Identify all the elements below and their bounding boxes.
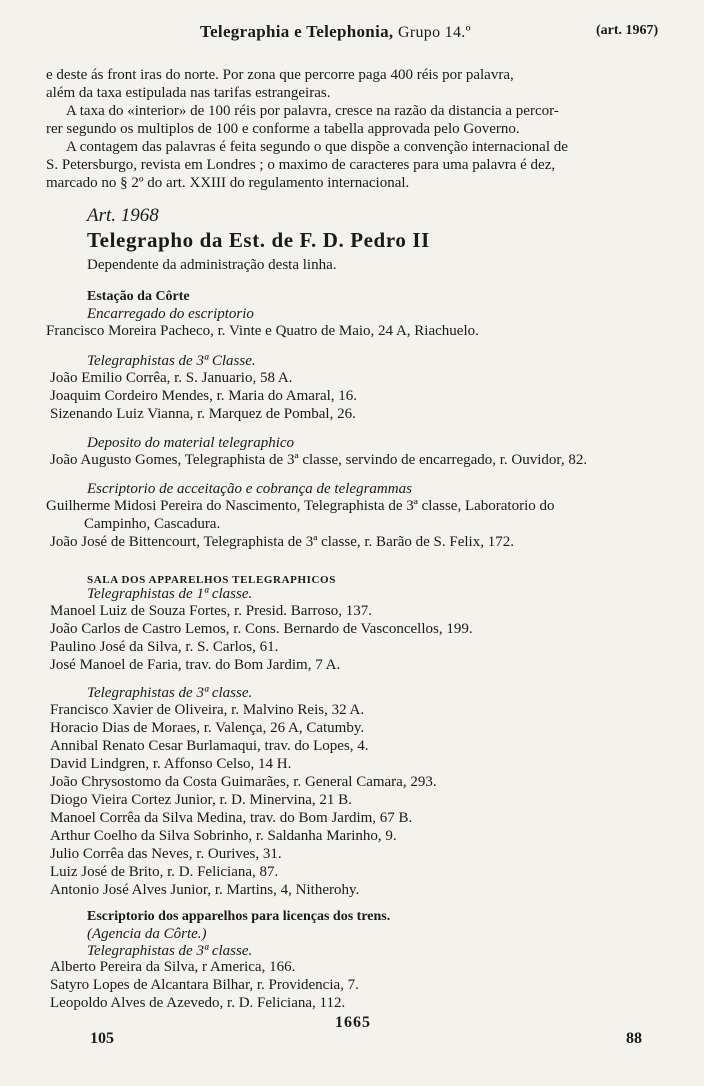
sala-person-1: Paulino José da Silva, r. S. Carlos, 61. xyxy=(50,639,279,655)
licencas-heading: Escriptorio dos apparelhos para licenças dos trens. xyxy=(87,909,391,924)
tel3a-person: João Emilio Corrêa, r. S. Januario, 58 A. xyxy=(50,370,293,386)
sala-person-3: Antonio José Alves Junior, r. Martins, 4, Nitherohy. xyxy=(50,882,360,898)
tel3a-person: Joaquim Cordeiro Mendes, r. Maria do Amaral, 16. xyxy=(50,388,358,404)
sala-sub3: Telegraphistas de 3ª classe. xyxy=(87,685,253,701)
sala-person-3: Francisco Xavier de Oliveira, r. Malvino Reis, 32 A. xyxy=(50,702,365,718)
group-number: Grupo 14.º xyxy=(398,24,471,41)
sala-heading: SALA DOS APPARELHOS TELEGRAPHICOS xyxy=(87,574,336,586)
article-label: Art. 1968 xyxy=(87,205,159,226)
deposito-heading: Deposito do material telegraphico xyxy=(87,435,295,451)
sala-person-3: Horacio Dias de Moraes, r. Valença, 26 A, Catumby. xyxy=(50,720,365,736)
escriptorio-person: Guilherme Midosi Pereira do Nascimento, Telegraphista de 3ª classe, Laboratorio do xyxy=(46,498,555,514)
intro-line-2: além da taxa estipulada nas tarifas estrangeiras. xyxy=(46,85,331,101)
intro-line-7: marcado no § 2º do art. XXIII do regulamento internacional. xyxy=(46,175,410,191)
sala-person-3: David Lindgren, r. Affonso Celso, 14 H. xyxy=(50,756,292,772)
sala-person-3: João Chrysostomo da Costa Guimarães, r. General Camara, 293. xyxy=(50,774,437,790)
escriptorio-person: João José de Bittencourt, Telegraphista de 3ª classe, r. Barão de S. Felix, 172. xyxy=(50,534,514,550)
estacao-role: Encarregado do escriptorio xyxy=(87,306,254,322)
footer-page-number: 1665 xyxy=(335,1014,371,1031)
sala-person-1: João Carlos de Castro Lemos, r. Cons. Bernardo de Vasconcellos, 199. xyxy=(50,621,473,637)
sala-person-3: Arthur Coelho da Silva Sobrinho, r. Saldanha Marinho, 9. xyxy=(50,828,397,844)
intro-line-5: A contagem das palavras é feita segundo o que dispõe a convenção internacional de xyxy=(66,139,568,155)
licencas-person: Alberto Pereira da Silva, r America, 166. xyxy=(50,959,296,975)
licencas-person: Satyro Lopes de Alcantara Bilhar, r. Providencia, 7. xyxy=(50,977,359,993)
escriptorio-person-cont: Campinho, Cascadura. xyxy=(84,516,221,532)
escriptorio-heading: Escriptorio de acceitação e cobrança de telegrammas xyxy=(87,481,412,497)
sala-sub1: Telegraphistas de 1ª classe. xyxy=(87,586,253,602)
footer-left-number: 105 xyxy=(90,1030,114,1047)
running-title: Telegraphia e Telephonia, Grupo 14.º xyxy=(200,22,471,41)
intro-line-6: S. Petersburgo, revista em Londres ; o maximo de caracteres para uma palavra é dez, xyxy=(46,157,556,173)
sala-person-3: Diogo Vieira Cortez Junior, r. D. Minervina, 21 B. xyxy=(50,792,352,808)
sala-person-3: Julio Corrêa das Neves, r. Ourives, 31. xyxy=(50,846,282,862)
article-title: Telegrapho da Est. de F. D. Pedro II xyxy=(87,228,430,252)
licencas-agency: (Agencia da Côrte.) xyxy=(87,926,207,942)
sala-person-1: Manoel Luiz de Souza Fortes, r. Presid. Barroso, 137. xyxy=(50,603,373,619)
deposito-person: João Augusto Gomes, Telegraphista de 3ª classe, servindo de encarregado, r. Ouvidor, 82. xyxy=(50,452,588,468)
sala-person-1: José Manoel de Faria, trav. do Bom Jardim, 7 A. xyxy=(50,657,341,673)
estacao-heading: Estação da Côrte xyxy=(87,289,190,304)
estacao-person: Francisco Moreira Pacheco, r. Vinte e Quatro de Maio, 24 A, Riachuelo. xyxy=(46,323,479,339)
intro-line-1: e deste ás front iras do norte. Por zona que percorre paga 400 réis por palavra, xyxy=(46,67,514,83)
article-subtitle: Dependente da administração desta linha. xyxy=(87,257,337,273)
tel3a-heading: Telegraphistas de 3ª Classe. xyxy=(87,353,256,369)
sala-person-3: Annibal Renato Cesar Burlamaqui, trav. do Lopes, 4. xyxy=(50,738,369,754)
footer-right-number: 88 xyxy=(626,1030,642,1047)
page-header xyxy=(0,22,704,44)
intro-line-3: A taxa do «interior» de 100 réis por palavra, cresce na razão da distancia a percor- xyxy=(66,103,559,119)
tel3a-person: Sizenando Luiz Vianna, r. Marquez de Pombal, 26. xyxy=(50,406,356,422)
sala-person-3: Manoel Corrêa da Silva Medina, trav. do Bom Jardim, 67 B. xyxy=(50,810,413,826)
running-article: (art. 1967) xyxy=(596,23,659,38)
intro-line-4: rer segundo os multiplos de 100 e conforme a tabella approvada pelo Governo. xyxy=(46,121,520,137)
licencas-sub: Telegraphistas de 3ª classe. xyxy=(87,943,253,959)
licencas-person: Leopoldo Alves de Azevedo, r. D. Feliciana, 112. xyxy=(50,995,346,1011)
sala-person-3: Luiz José de Brito, r. D. Feliciana, 87. xyxy=(50,864,279,880)
